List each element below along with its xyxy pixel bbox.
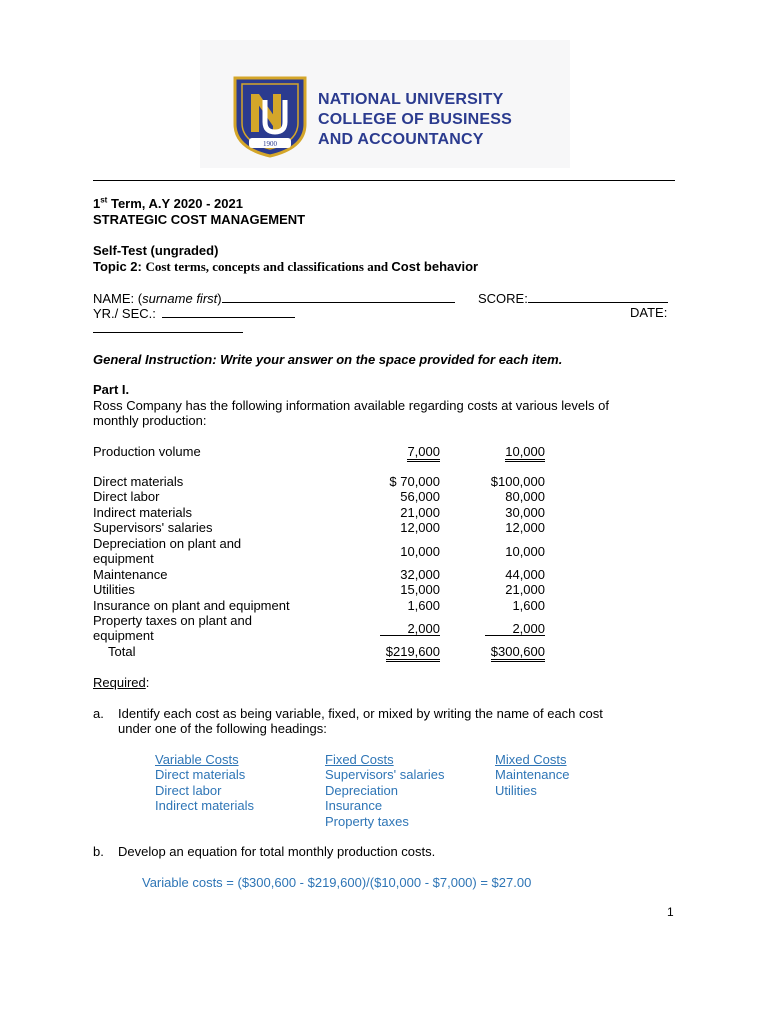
- row-label: Insurance on plant and equipment: [93, 598, 290, 613]
- row-value-1: $ 70,000: [389, 474, 440, 489]
- item-b-text: Develop an equation for total monthly production costs.: [118, 844, 436, 859]
- row-value-2: $100,000: [490, 474, 545, 489]
- university-line-2: COLLEGE OF BUSINESS: [318, 111, 513, 128]
- row-label: Direct labor: [93, 489, 160, 504]
- fixed-item: Supervisors' salaries: [325, 767, 445, 782]
- variable-item: Direct materials: [155, 767, 246, 782]
- mixed-item: Maintenance: [495, 767, 570, 782]
- row-label: Supervisors' salaries: [93, 520, 213, 535]
- score-field: SCORE:: [478, 290, 668, 306]
- volume-value-2: 10,000: [440, 444, 545, 459]
- row-value-1: 12,000: [400, 520, 440, 535]
- row-label: Property taxes on plant and: [93, 613, 252, 628]
- variable-item: Direct labor: [155, 783, 222, 798]
- header-divider: [93, 180, 675, 181]
- row-label-cont: equipment: [93, 551, 154, 566]
- row-label: Indirect materials: [93, 505, 192, 520]
- yr-sec-field: YR./ SEC.:: [93, 305, 295, 321]
- variable-item: Indirect materials: [155, 798, 254, 813]
- row-value-2: 21,000: [505, 582, 545, 597]
- yr-sec-blank[interactable]: [162, 305, 295, 318]
- subject-title: STRATEGIC COST MANAGEMENT: [93, 212, 306, 227]
- row-label: Depreciation on plant and: [93, 536, 242, 551]
- name-field: NAME: (surname first): [93, 290, 455, 306]
- date-label: DATE:: [630, 305, 668, 320]
- row-value-2: 1,600: [512, 598, 545, 613]
- part-intro-line-2: monthly production:: [93, 413, 207, 428]
- volume-label: Production volume: [93, 444, 201, 459]
- row-value-1: 15,000: [400, 582, 440, 597]
- seal-year: 1900: [263, 140, 277, 148]
- row-value-2: 30,000: [505, 505, 545, 520]
- row-label: Utilities: [93, 582, 135, 597]
- row-value-1: 21,000: [400, 505, 440, 520]
- heading-variable-costs: Variable Costs: [155, 752, 239, 767]
- total-value-1: $219,600: [340, 644, 440, 659]
- fixed-item: Depreciation: [325, 783, 398, 798]
- row-value-1: 56,000: [400, 489, 440, 504]
- required-heading: Required:: [93, 675, 150, 690]
- row-label: Direct materials: [93, 474, 184, 489]
- row-value-2: 10,000: [505, 544, 545, 559]
- row-value-2: 2,000: [512, 621, 545, 636]
- answer-b-equation: Variable costs = ($300,600 - $219,600)/($10,000 - $7,000) = $27.00: [142, 875, 532, 890]
- row-value-1: 32,000: [400, 567, 440, 582]
- test-type: Self-Test (ungraded): [93, 243, 219, 258]
- score-blank[interactable]: [528, 290, 668, 303]
- total-value-2: $300,600: [440, 644, 545, 659]
- university-line-1: NATIONAL UNIVERSITY: [318, 91, 504, 108]
- page-number: 1: [667, 905, 674, 919]
- university-seal-icon: [233, 76, 307, 158]
- row-value-1: 1,600: [407, 598, 440, 613]
- row-label: Maintenance: [93, 567, 168, 582]
- fixed-item: Property taxes: [325, 814, 409, 829]
- date-blank[interactable]: [93, 318, 243, 333]
- mixed-item: Utilities: [495, 783, 537, 798]
- total-label: Total: [108, 644, 136, 659]
- row-value-1: 10,000: [400, 544, 440, 559]
- row-value-2: 44,000: [505, 567, 545, 582]
- fixed-item: Insurance: [325, 798, 383, 813]
- name-blank[interactable]: [222, 290, 455, 303]
- general-instruction: General Instruction: Write your answer on the space provided for each item.: [93, 352, 563, 367]
- heading-mixed-costs: Mixed Costs: [495, 752, 567, 767]
- part-title: Part I.: [93, 382, 130, 397]
- university-line-3: AND ACCOUNTANCY: [318, 131, 484, 148]
- part-intro-line-1: Ross Company has the following information available regarding costs at various levels of: [93, 398, 609, 413]
- heading-fixed-costs: Fixed Costs: [325, 752, 394, 767]
- item-a-line-2: under one of the following headings:: [118, 721, 327, 736]
- item-b-marker: b.: [93, 844, 104, 859]
- row-value-1: 2,000: [407, 621, 440, 636]
- university-name: [318, 90, 512, 150]
- row-value-2: 12,000: [505, 520, 545, 535]
- item-a-marker: a.: [93, 706, 104, 721]
- volume-value-1: 7,000: [340, 444, 440, 459]
- topic-line: Topic 2: Cost terms, concepts and classifications and Cost behavior: [93, 259, 479, 274]
- row-label-cont: equipment: [93, 628, 154, 643]
- term-line: 1st Term, A.Y 2020 - 2021: [93, 195, 243, 211]
- item-a-line-1: Identify each cost as being variable, fixed, or mixed by writing the name of each cost: [118, 706, 603, 721]
- row-value-2: 80,000: [505, 489, 545, 504]
